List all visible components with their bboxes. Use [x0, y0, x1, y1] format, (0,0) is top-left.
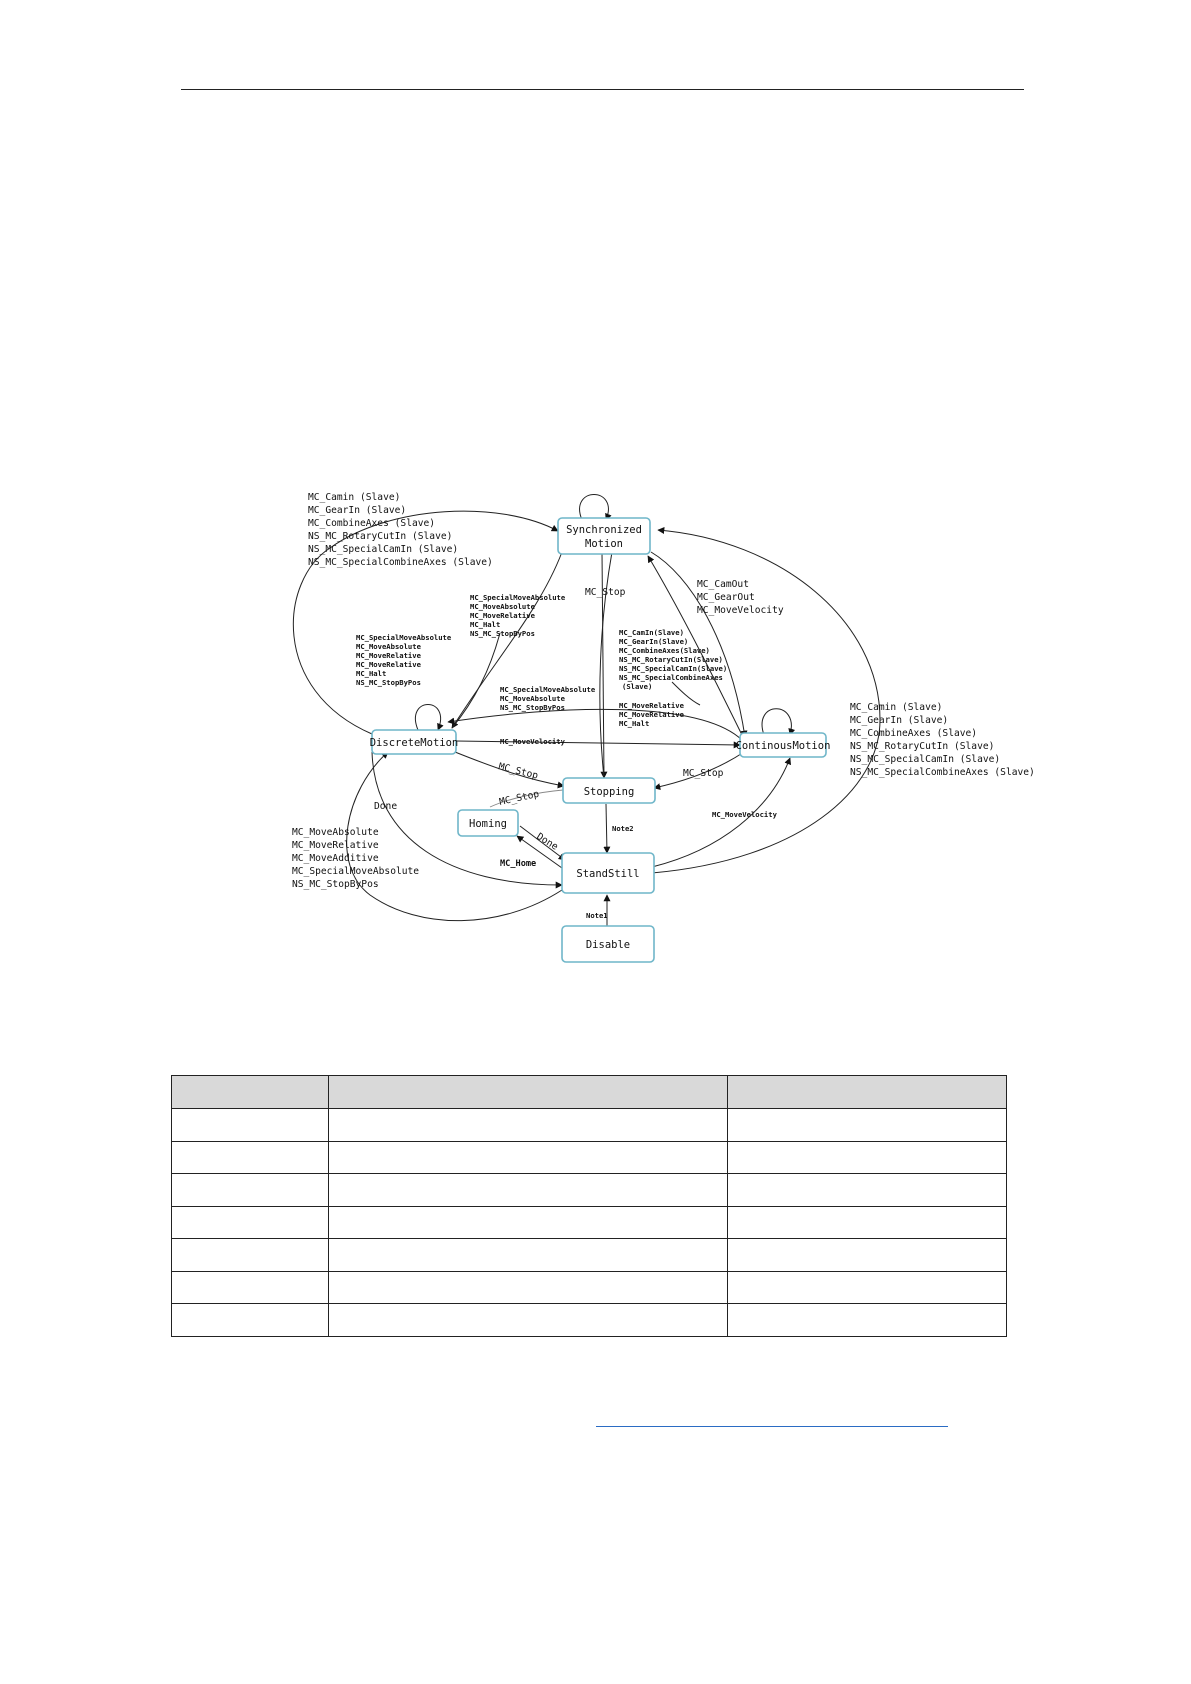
table-row [172, 1239, 1007, 1272]
label-continuous-to-sync [619, 628, 727, 691]
label-sync-stop: MC_Stop [585, 587, 626, 598]
table-cell [172, 1141, 329, 1174]
svg-text:NS_MC_SpecialCombineAxes: NS_MC_SpecialCombineAxes [619, 673, 723, 682]
table-cell [728, 1239, 1007, 1272]
svg-text:MC_Halt: MC_Halt [619, 719, 650, 728]
table-header-cell [728, 1076, 1007, 1109]
edge-standstill-to-sync [652, 530, 880, 873]
state-continuous-label: ContinousMotion [735, 740, 831, 752]
state-continuous [736, 733, 831, 757]
svg-text:MC_MoveAbsolute: MC_MoveAbsolute [500, 694, 565, 703]
svg-text:MC_GearIn (Slave): MC_GearIn (Slave) [308, 505, 407, 516]
svg-text:MC_MoveAbsolute: MC_MoveAbsolute [356, 642, 421, 651]
state-synchronized [558, 518, 650, 554]
label-continuous-to-discrete-2 [619, 701, 685, 728]
states-table [171, 1075, 1007, 1337]
label-continuous-to-discrete [500, 685, 596, 712]
table-row [172, 1206, 1007, 1239]
label-discrete-self [356, 633, 452, 687]
table-cell [728, 1206, 1007, 1239]
table-cell [728, 1174, 1007, 1207]
table-header-cell [172, 1076, 329, 1109]
svg-text:MC_Halt: MC_Halt [356, 669, 387, 678]
svg-text:MC_MoveRelative: MC_MoveRelative [292, 840, 379, 851]
state-standstill [562, 853, 654, 893]
table-cell [172, 1304, 329, 1337]
table-cell [172, 1239, 329, 1272]
edge-sync-self [580, 495, 609, 521]
state-homing-label: Homing [469, 818, 507, 830]
table-cell [328, 1109, 728, 1142]
svg-text:MC_MoveRelative: MC_MoveRelative [470, 611, 535, 620]
edge-stopping-to-standstill [606, 804, 607, 853]
svg-text:NS_MC_StopByPos: NS_MC_StopByPos [500, 703, 565, 712]
edge-sync-to-stopping-2 [600, 552, 612, 778]
table-cell [328, 1174, 728, 1207]
table-cell [728, 1271, 1007, 1304]
table-cell [328, 1141, 728, 1174]
svg-text:NS_MC_SpecialCombineAxes (Slav: NS_MC_SpecialCombineAxes (Slave) [850, 767, 1035, 778]
label-done-homing: Done [534, 831, 560, 853]
state-synchronized-line2: Motion [585, 538, 623, 550]
svg-text:NS_MC_RotaryCutIn (Slave): NS_MC_RotaryCutIn (Slave) [850, 741, 995, 752]
table-row [172, 1271, 1007, 1304]
label-standstill-to-continuous: MC_MoveVelocity [712, 810, 777, 819]
svg-text:MC_Camin (Slave): MC_Camin (Slave) [850, 702, 943, 713]
svg-text:MC_CombineAxes(Slave): MC_CombineAxes(Slave) [619, 646, 710, 655]
svg-text:NS_MC_RotaryCutIn (Slave): NS_MC_RotaryCutIn (Slave) [308, 531, 453, 542]
label-discrete-to-continuous: MC_MoveVelocity [500, 737, 565, 746]
label-mc-home: MC_Home [500, 859, 537, 869]
state-disable [562, 926, 654, 962]
svg-text:MC_MoveRelative: MC_MoveRelative [619, 701, 684, 710]
edge-discrete-self [415, 705, 440, 731]
svg-text:NS_MC_StopByPos: NS_MC_StopByPos [292, 879, 379, 890]
state-stopping [563, 778, 655, 803]
svg-text:MC_SpecialMoveAbsolute: MC_SpecialMoveAbsolute [292, 866, 420, 877]
svg-text:MC_MoveAbsolute: MC_MoveAbsolute [470, 602, 535, 611]
svg-text:NS_MC_SpecialCamIn(Slave): NS_MC_SpecialCamIn(Slave) [619, 664, 728, 673]
svg-text:MC_MoveRelative: MC_MoveRelative [619, 710, 684, 719]
label-homing-stop: MC_Stop [498, 788, 541, 808]
svg-text:MC_MoveAdditive: MC_MoveAdditive [292, 853, 379, 864]
label-done-discrete: Done [374, 801, 398, 812]
state-discrete-label: DiscreteMotion [369, 737, 459, 749]
svg-text:NS_MC_SpecialCamIn (Slave): NS_MC_SpecialCamIn (Slave) [850, 754, 1001, 765]
label-sync-to-continuous [697, 579, 784, 616]
table-cell [328, 1206, 728, 1239]
svg-text:MC_GearIn (Slave): MC_GearIn (Slave) [850, 715, 949, 726]
table-cell [172, 1206, 329, 1239]
svg-text:NS_MC_SpecialCombineAxes (Slav: NS_MC_SpecialCombineAxes (Slave) [308, 557, 493, 568]
svg-text:NS_MC_StopByPos: NS_MC_StopByPos [356, 678, 421, 687]
svg-text:MC_MoveVelocity: MC_MoveVelocity [697, 605, 784, 616]
state-discrete [370, 730, 459, 754]
label-note2: Note2 [612, 824, 634, 833]
svg-text:MC_GearIn(Slave): MC_GearIn(Slave) [619, 637, 689, 646]
table-cell [172, 1271, 329, 1304]
table-row [172, 1174, 1007, 1207]
table-cell [328, 1304, 728, 1337]
svg-text:NS_MC_RotaryCutIn(Slave): NS_MC_RotaryCutIn(Slave) [619, 655, 723, 664]
table-header-cell [328, 1076, 728, 1109]
footer-link-underline[interactable] [596, 1426, 948, 1427]
table-header-row [172, 1076, 1007, 1109]
table-row [172, 1109, 1007, 1142]
svg-text:MC_CamOut: MC_CamOut [697, 579, 749, 590]
svg-text:MC_SpecialMoveAbsolute: MC_SpecialMoveAbsolute [500, 685, 596, 694]
svg-text:MC_MoveRelative: MC_MoveRelative [356, 660, 421, 669]
label-discrete-stop: MC_Stop [497, 761, 540, 782]
state-disable-label: Disable [585, 939, 631, 951]
state-standstill-label: StandStill [576, 868, 640, 880]
svg-text:NS_MC_SpecialCamIn (Slave): NS_MC_SpecialCamIn (Slave) [308, 544, 459, 555]
table-cell [728, 1304, 1007, 1337]
label-continuous-stop: MC_Stop [683, 768, 724, 779]
svg-text:MC_MoveAbsolute: MC_MoveAbsolute [292, 827, 379, 838]
table-cell [328, 1239, 728, 1272]
svg-text:MC_SpecialMoveAbsolute: MC_SpecialMoveAbsolute [356, 633, 452, 642]
svg-text:NS_MC_StopByPos: NS_MC_StopByPos [470, 629, 535, 638]
state-stopping-label: Stopping [583, 786, 635, 798]
svg-text:MC_CamIn(Slave): MC_CamIn(Slave) [619, 628, 684, 637]
label-standstill-to-discrete [292, 827, 419, 890]
table-row [172, 1141, 1007, 1174]
edge-discrete-to-continuous [456, 741, 740, 745]
table-cell [728, 1141, 1007, 1174]
table-cell [328, 1271, 728, 1304]
svg-text:MC_MoveRelative: MC_MoveRelative [356, 651, 421, 660]
svg-text:MC_GearOut: MC_GearOut [697, 592, 755, 603]
label-note1: Note1 [586, 911, 608, 920]
edge-continuous-self [762, 709, 791, 735]
svg-text:(Slave): (Slave) [622, 682, 653, 691]
table-cell [172, 1174, 329, 1207]
svg-text:MC_CombineAxes (Slave): MC_CombineAxes (Slave) [850, 728, 978, 739]
table-cell [172, 1109, 329, 1142]
edge-sync-to-stopping [602, 552, 604, 778]
svg-text:MC_Halt: MC_Halt [470, 620, 501, 629]
label-to-sync-from-discrete [308, 492, 493, 568]
svg-text:MC_CombineAxes (Slave): MC_CombineAxes (Slave) [308, 518, 436, 529]
svg-text:MC_Camin (Slave): MC_Camin (Slave) [308, 492, 401, 503]
table-cell [728, 1109, 1007, 1142]
state-synchronized-line1: Synchronized [566, 524, 642, 536]
state-homing [458, 810, 518, 836]
edge-continuous-to-discrete [448, 709, 742, 740]
edge-sync-to-discrete-2 [452, 633, 500, 728]
label-sync-to-discrete [470, 593, 566, 638]
table-row [172, 1304, 1007, 1337]
svg-text:MC_SpecialMoveAbsolute: MC_SpecialMoveAbsolute [470, 593, 566, 602]
